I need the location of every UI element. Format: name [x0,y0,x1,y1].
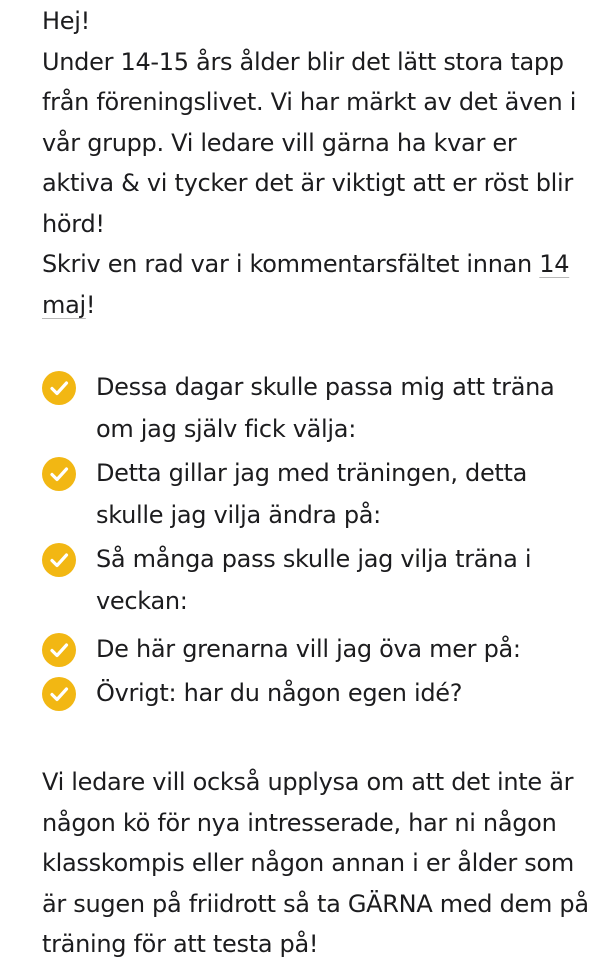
checkmark-icon [42,543,76,577]
intro-section [42,0,590,325]
checklist-item [42,672,590,714]
outro-paragraph: Vi ledare vill också upplysa om att det inte är någon kö för nya intresserade, har ni någon klasskompis eller någon annan i er ålder som är sugen på friidrott så ta GÄRNA med dem på träning för att testa på! [42,768,589,958]
checkmark-icon [42,677,76,711]
checklist-item [42,366,590,450]
checkmark-icon [42,457,76,491]
checklist-item-label: Dessa dagar skulle passa mig att träna om jag själv fick välja: [96,373,555,443]
instruction-text [42,244,590,325]
checklist-item-label: Detta gillar jag med träningen, detta skulle jag vilja ändra på: [96,459,528,529]
checklist [42,366,590,716]
instruction-text-start: Skriv en rad var i kommentarsfältet innan [42,250,540,278]
checklist-item [42,452,590,536]
checklist-item [42,538,590,622]
checkmark-icon [42,371,76,405]
checkmark-icon [42,633,76,667]
checklist-item-label: De här grenarna vill jag öva mer på: [96,635,521,663]
greeting-text: Hej! [42,7,90,35]
checklist-item [42,628,590,670]
message-body [42,0,590,958]
intro-paragraph: Under 14-15 års ålder blir det lätt stora tapp från föreningslivet. Vi har märkt av det även i vår grupp. Vi ledare vill gärna ha kvar er aktiva & vi tycker det är viktigt att er röst blir hörd! [42,47,577,238]
date-link[interactable]: 14 maj [42,250,570,319]
checklist-item-label: Övrigt: har du någon egen idé? [96,679,463,707]
checklist-item-label: Så många pass skulle jag vilja träna i veckan: [96,545,532,615]
instruction-text-end: ! [85,290,96,319]
